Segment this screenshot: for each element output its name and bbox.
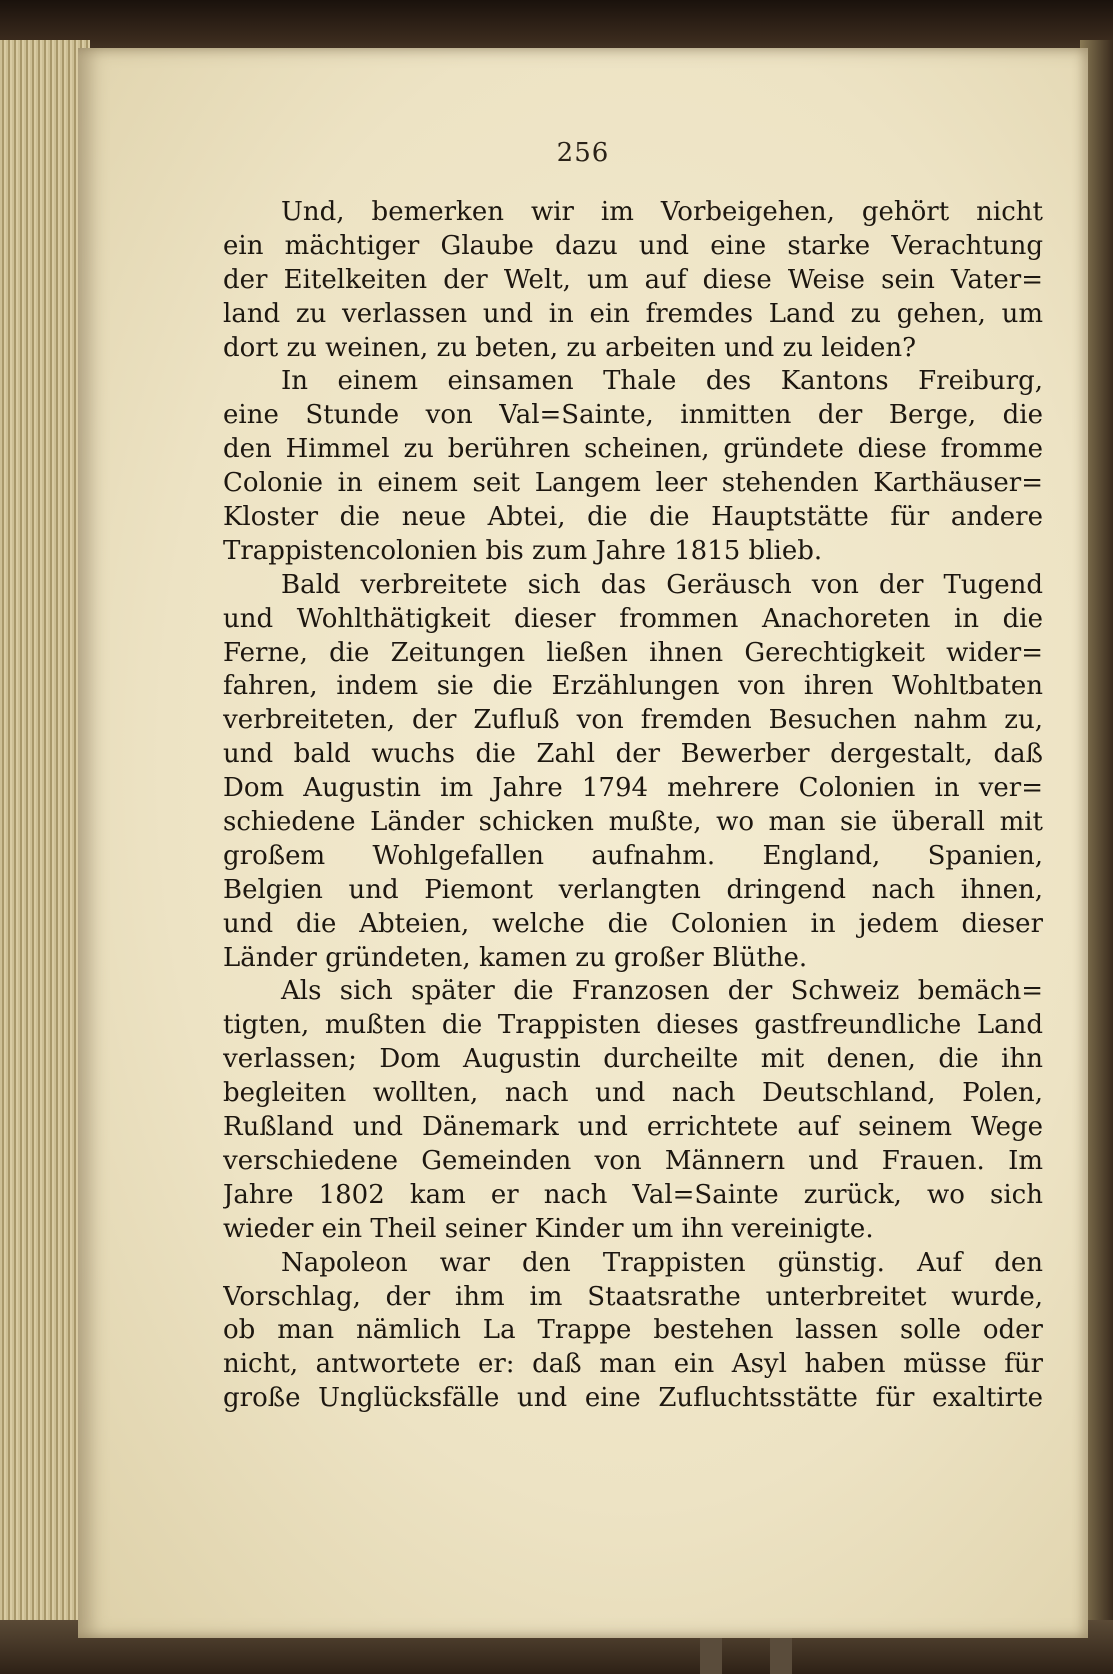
text-line: der Eitelkeiten der Welt, um auf diese Weise sein Vater=	[223, 264, 1043, 295]
text-line: Als sich später die Franzosen der Schweiz bemäch=	[281, 976, 1043, 1007]
text-line: großem Wohlgefallen aufnahm. England, Spanien,	[223, 840, 1043, 871]
text-line: Rußland und Dänemark und errichtete auf seinem Wege	[223, 1112, 1043, 1143]
text-line: land zu verlassen und in ein fremdes Land zu gehen, um	[223, 298, 1043, 329]
text-line: und Wohlthätigkeit dieser frommen Anachoreten in die	[223, 603, 1043, 634]
text-line: verbreiteten, der Zufluß von fremden Besuchen nahm zu,	[223, 705, 1043, 736]
text-line: Ferne, die Zeitungen ließen ihnen Gerechtigkeit wider=	[223, 637, 1043, 668]
text-line: dort zu weinen, zu beten, zu arbeiten und zu leiden?	[223, 332, 917, 363]
text-line: In einem einsamen Thale des Kantons Freiburg,	[281, 366, 1043, 397]
text-line: Jahre 1802 kam er nach Val=Sainte zurück, wo sich	[223, 1179, 1043, 1210]
text-line: Trappistencolonien bis zum Jahre 1815 blieb.	[223, 535, 823, 566]
text-line: eine Stunde von Val=Sainte, inmitten der Berge, die	[223, 400, 1043, 431]
text-line: Colonie in einem seit Langem leer stehenden Karthäuser=	[223, 468, 1043, 499]
text-line: nicht, antwortete er: daß man ein Asyl haben müsse für	[223, 1349, 1043, 1380]
text-line: den Himmel zu berühren scheinen, gründete diese fromme	[223, 434, 1043, 465]
text-line: verlassen; Dom Augustin durcheilte mit denen, die ihn	[223, 1044, 1043, 1075]
page-number: 256	[556, 138, 610, 168]
text-line: Belgien und Piemont verlangten dringend nach ihnen,	[223, 874, 1043, 905]
page-stack-edge	[0, 40, 90, 1640]
text-line: Vorschlag, der ihm im Staatsrathe unterbreitet wurde,	[223, 1281, 1043, 1312]
text-line: Kloster die neue Abtei, die die Hauptstätte für andere	[223, 502, 1043, 533]
text-line: begleiten wollten, nach und nach Deutschland, Polen,	[223, 1078, 1043, 1109]
text-line: tigten, mußten die Trappisten dieses gastfreundliche Land	[223, 1010, 1043, 1041]
text-line: fahren, indem sie die Erzählungen von ihren Wohltbaten	[223, 671, 1043, 702]
book-page	[78, 48, 1088, 1638]
body-text	[223, 196, 1043, 1416]
text-line: ob man nämlich La Trappe bestehen lassen solle oder	[223, 1315, 1043, 1346]
text-line: Und, bemerken wir im Vorbeigehen, gehört nicht	[281, 197, 1043, 227]
text-line: große Unglücksfälle und eine Zufluchtsstätte für exaltirte	[223, 1383, 1043, 1414]
text-line: Napoleon war den Trappisten günstig. Auf den	[281, 1247, 1043, 1278]
text-line: Dom Augustin im Jahre 1794 mehrere Colonien in ver=	[223, 773, 1043, 804]
text-line: Bald verbreitete sich das Geräusch von der Tugend	[281, 569, 1043, 600]
text-line: ein mächtiger Glaube dazu und eine starke Verachtung	[223, 230, 1043, 261]
text-line: Länder gründeten, kamen zu großer Blüthe.	[223, 942, 808, 973]
text-line: schiedene Länder schicken mußte, wo man sie überall mit	[223, 807, 1043, 838]
text-line: und die Abteien, welche die Colonien in jedem dieser	[223, 908, 1043, 939]
text-line: und bald wuchs die Zahl der Bewerber dergestalt, daß	[223, 739, 1043, 770]
text-line: verschiedene Gemeinden von Männern und Frauen. Im	[223, 1145, 1043, 1176]
text-line: wieder ein Theil seiner Kinder um ihn vereinigte.	[223, 1213, 874, 1244]
